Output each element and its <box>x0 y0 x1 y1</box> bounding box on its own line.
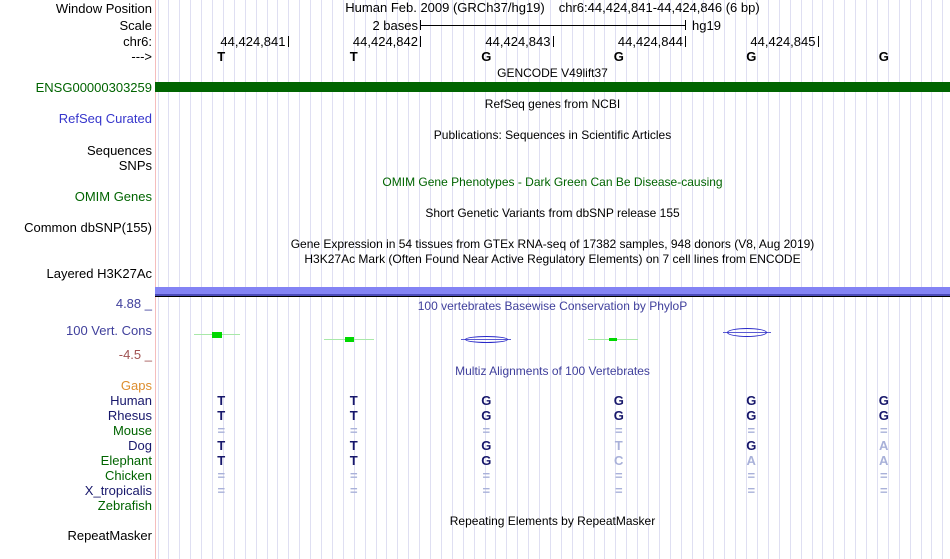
window-header <box>155 1 950 14</box>
conservation-axis-min: -4.5 _ <box>118 347 152 362</box>
direction-arrow: ---> <box>131 49 152 64</box>
species-label-mouse[interactable]: Mouse <box>112 423 152 438</box>
conservation-mark-box[interactable] <box>345 337 354 342</box>
h3k27ac-signal-bar[interactable] <box>155 287 950 296</box>
scale-bar-left-tick <box>420 20 421 30</box>
alignment-base: G <box>613 393 624 408</box>
species-label-human[interactable]: Human <box>110 393 152 408</box>
scale-value: 2 bases <box>372 18 418 33</box>
assembly-title: Human Feb. 2009 (GRCh37/hg19) <box>345 0 545 15</box>
conservation-mark-ellipse[interactable] <box>727 328 767 337</box>
scale-label: Scale <box>119 18 152 33</box>
alignment-base: = <box>349 483 358 498</box>
alignment-base: T <box>217 408 226 423</box>
gencode-track-title: GENCODE V49lift37 <box>497 66 608 80</box>
alignment-base: = <box>217 468 226 483</box>
dbsnp-track-title: Short Genetic Variants from dbSNP release 155 <box>425 206 680 220</box>
alignment-base: = <box>614 468 623 483</box>
reference-base-letter: G <box>746 49 757 64</box>
multiz-track-title: Multiz Alignments of 100 Vertebrates <box>455 364 650 378</box>
alignment-base: G <box>878 393 889 408</box>
conservation-mark-ellipse[interactable] <box>465 336 508 343</box>
species-label-zebrafish[interactable]: Zebrafish <box>97 498 152 513</box>
gencode-gene-bar[interactable] <box>155 82 950 92</box>
species-label-x_tropicalis[interactable]: X_tropicalis <box>84 483 152 498</box>
coordinate-label: 44,424,844 <box>617 34 683 49</box>
alignment-base: G <box>746 408 757 423</box>
alignment-base: = <box>482 468 491 483</box>
alignment-base: = <box>217 483 226 498</box>
alignment-base: A <box>879 438 889 453</box>
alignment-base: T <box>217 438 226 453</box>
species-label-rhesus[interactable]: Rhesus <box>107 408 152 423</box>
alignment-base: T <box>217 453 226 468</box>
gtex-track-title: Gene Expression in 54 tissues from GTEx RNA-seq of 17382 samples, 948 donors (V8, Aug 2019) <box>290 237 815 251</box>
h3k27ac-baseline <box>155 296 950 297</box>
assembly-tag: hg19 <box>692 18 721 33</box>
coordinate-label: 44,424,845 <box>750 34 816 49</box>
species-label-chicken[interactable]: Chicken <box>105 468 152 483</box>
alignment-base: G <box>481 453 492 468</box>
window-position-label: Window Position <box>55 1 152 16</box>
alignment-base: = <box>747 468 756 483</box>
omim-track-title: OMIM Gene Phenotypes - Dark Green Can Be Disease-causing <box>382 175 723 189</box>
alignment-base: = <box>482 483 491 498</box>
coordinate-tick <box>288 36 289 47</box>
alignment-base: = <box>349 468 358 483</box>
alignment-base: A <box>746 453 756 468</box>
alignment-base: G <box>746 438 757 453</box>
coordinate-tick <box>420 36 421 47</box>
coordinate-tick <box>685 36 686 47</box>
alignment-base: A <box>879 453 889 468</box>
alignment-base: = <box>747 423 756 438</box>
track-label-snps[interactable]: SNPs <box>118 158 152 173</box>
alignment-base: G <box>613 408 624 423</box>
position-title: chr6:44,424,841-44,424,846 (6 bp) <box>558 0 760 15</box>
reference-base-letter: T <box>349 49 358 64</box>
alignment-base: T <box>349 438 358 453</box>
conservation-axis-max: 4.88 _ <box>115 296 152 311</box>
conservation-mark-box[interactable] <box>212 332 222 338</box>
alignment-base: G <box>481 438 492 453</box>
coordinate-label: 44,424,841 <box>220 34 286 49</box>
reference-base-letter: G <box>613 49 624 64</box>
h3k27ac-track-title: H3K27Ac Mark (Often Found Near Active Regulatory Elements) on 7 cell lines from ENCODE <box>304 252 801 266</box>
alignment-base: G <box>481 408 492 423</box>
alignment-base: T <box>349 453 358 468</box>
track-label-sequences[interactable]: Sequences <box>86 143 152 158</box>
alignment-base: T <box>217 393 226 408</box>
alignment-base: = <box>482 423 491 438</box>
track-label-layered-h3k27ac[interactable]: Layered H3K27Ac <box>46 266 152 281</box>
alignment-base: = <box>614 483 623 498</box>
alignment-base: = <box>217 423 226 438</box>
repeatmasker-track-title: Repeating Elements by RepeatMasker <box>449 514 656 528</box>
scale-bar <box>420 25 685 26</box>
species-label-elephant[interactable]: Elephant <box>100 453 152 468</box>
reference-base-letter: G <box>481 49 492 64</box>
alignment-base: T <box>614 438 623 453</box>
refseq-track-title: RefSeq genes from NCBI <box>484 97 621 111</box>
alignment-base: G <box>878 408 889 423</box>
publications-track-title: Publications: Sequences in Scientific Articles <box>433 128 672 142</box>
track-label-gencode-gene[interactable]: ENSG00000303259 <box>35 80 152 95</box>
coordinate-tick <box>553 36 554 47</box>
track-label-refseq-curated[interactable]: RefSeq Curated <box>58 111 152 126</box>
alignment-base: = <box>879 468 888 483</box>
alignment-base: = <box>349 423 358 438</box>
reference-base-letter: T <box>217 49 226 64</box>
alignment-base: T <box>349 393 358 408</box>
alignment-base: = <box>614 423 623 438</box>
track-label-common-dbsnp[interactable]: Common dbSNP(155) <box>24 220 152 235</box>
alignment-base: T <box>349 408 358 423</box>
track-label-repeatmasker[interactable]: RepeatMasker <box>67 528 152 543</box>
scale-bar-right-tick <box>685 20 686 30</box>
alignment-base: G <box>481 393 492 408</box>
track-label-omim-genes[interactable]: OMIM Genes <box>74 189 152 204</box>
alignment-base: = <box>879 483 888 498</box>
chrom-label: chr6: <box>123 34 152 49</box>
reference-base-letter: G <box>878 49 889 64</box>
alignment-base: G <box>746 393 757 408</box>
coordinate-label: 44,424,843 <box>485 34 551 49</box>
conservation-track-title: 100 vertebrates Basewise Conservation by PhyloP <box>417 299 688 313</box>
conservation-mark-box[interactable] <box>609 338 617 341</box>
track-label-100-vert-cons[interactable]: 100 Vert. Cons <box>66 323 152 338</box>
alignment-base: C <box>614 453 624 468</box>
alignment-base: = <box>747 483 756 498</box>
species-label-dog[interactable]: Dog <box>128 438 152 453</box>
alignment-base: = <box>879 423 888 438</box>
coordinate-label: 44,424,842 <box>352 34 418 49</box>
coordinate-tick <box>818 36 819 47</box>
track-label-gaps[interactable]: Gaps <box>120 378 152 393</box>
